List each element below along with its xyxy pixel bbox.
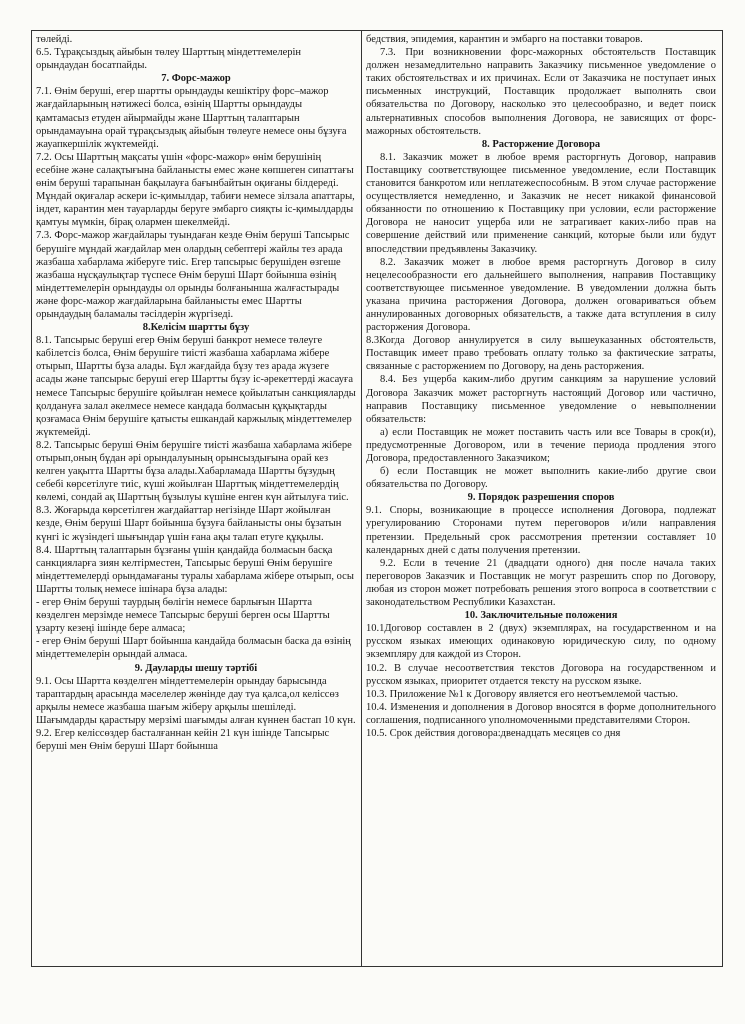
russian-column [366,33,716,740]
clause-paragraph: 6.5. Тұрақсыздық айыбын төлеу Шарттың міндеттемелерін орындаудан босатпайды. [36,47,302,72]
clause-paragraph: - егер Өнім беруші Шарт бойынша кандайда болмасын баска да өзінің міндеттемелерін орындай алмаса. [36,636,351,661]
clause-paragraph: 9.1. Осы Шартта көзделген міндеттемелерін орындау барысында тараптардың арасында мәселелер жөнінде дау туа қалса,ол келіссөз арқылы немесе жазбаша шағым жіберу арқылы шешіледі. Шағымдарды қарастыру мерзімі шағымды алған күннен бастап 10 күн. [36,675,356,726]
clause-paragraph: 8.3. Жоғарыда көрсетілген жағдайаттар негізінде Шарт жойылған кезде, Өнім беруші Шарт бойынша бұзуға байланысты оны бұзатын күнгі іс жүзіндегі шығындар үшін ғана ақы талап етуге құқылы. [36,505,342,543]
section-heading: 9. Порядок разрешения споров [467,492,615,504]
clause-paragraph: 8.4. Шарттың талаптарын бұзғаны үшін қандайда болмасын басқа санкцияларға зиян келтірместен, Тапсырыс беруші Өнім берушіге міндеттемелерді орындамағаны туралы хабарлама жібере отырып, осы Шартты толық немесе ішінара бұза алады: [36,544,354,595]
clause-paragraph: төлейді. [36,34,73,45]
clause-paragraph: - егер Өнім беруші таурдың бөлігін немесе барлығын Шартта көзделген мерзімде немесе Тапсырыс беруші берген осы Шартты ұзарту кезеңі ішінде бере алмаса; [36,597,330,635]
clause-paragraph: 10.5. Срок действия договора:двенадцать месяцев со дня [366,727,621,739]
clause-paragraph: 8.1. Тапсырыс беруші егер Өнім беруші банкрот немесе төлеуге кабілетсіз болса, Өнім берушіге тиісті жазбаша хабарлама жібере отырып, Шартты бұза алады. Бұл жағдайда бұзу тез арада жүзеге асады және тапсырыс беруші егер Шартты бұзу іс-әрекеттерді жасауға немесе Тапсырыс берушіге қойылған немесе қойылатын санкцияларды қолдануға залал әкелмесе немесе кандада болмасын құқықтарды қозғамаса Өнім берушіге қатысты ешкандай каржылық міндеттемелер жүктемейді. [36,335,356,438]
clause-paragraph: 10.1Договор составлен в 2 (двух) экземплярах, на государственном и на русском языках имеющих одинаковую юридическую силу, по одному экземпляру для каждой из Сторон. [366,623,716,661]
clause-paragraph: 10.4. Изменения и дополнения в Договор вносятся в форме дополнительного соглашения, подписанного уполномоченными представителями Сторон. [366,701,716,726]
clause-paragraph: 8.2. Тапсырыс беруші Өнім берушіге тиісті жазбаша хабарлама жібере отырып,оның бұдан әрі орындалуының орынсыздығына орай кез келген уақытта Шартты бұза алады.Хабарламада Шартты бұзудың себебі көрсетілуге тиіс, күші жойылған Шарттық міндеттемелердің көлемі, сондай ақ Шарттың бұзылуы күшіне енген күн айтылуға тиіс. [36,439,352,504]
section-heading: 9. Дауларды шешу тәртібі [134,662,258,674]
clause-paragraph: 9.2. Если в течение 21 (двадцати одного) дня после начала таких переговоров Заказчик и Поставщик не могут разрешить спор по Договору, любая из сторон может потребовать решения этого вопроса в соответствии с законодательством Республики Казахстан. [366,557,716,609]
clause-paragraph: 8.4. Без ущерба каким-либо другим санкциям за нарушение условий Договора Заказчик может расторгнуть настоящий Договор или частично, направив Поставщику письменное уведомление о невыполнении обязательств: [366,374,716,425]
section-heading: 8.Келісім шартты бұзу [142,322,250,334]
bilingual-contract-table [31,30,723,967]
column-divider [361,31,362,966]
section-heading: 10. Заключительные положения [464,610,618,622]
clause-paragraph: 10.3. Приложение №1 к Договору является его неотъемлемой частью. [366,688,679,700]
kazakh-column [36,33,356,753]
clause-paragraph: б) если Поставщик не может выполнить какие-либо другие свои обязательства по Договору. [366,466,716,491]
section-heading: 8. Расторжение Договора [481,138,601,150]
clause-paragraph: 7.3. Форс-мажор жағдайлары туындаған кезде Өнім беруші Тапсырыс берушіге мұндай жағдайлар мен олардың себептері жайлы тез арада жазбаша хабарлама жіберуге тиіс. Егер тапсырыс берушіден өзгеше жазбаша нұсқаулықтар түспесе Өнім беруші Шарт бойынша өзінің міндеттемелерін орындауды ол орынды болғанынша жалғастырады және форс-мажор жағдайларына байланысты емес Шартты орындаудың баламалы тәсілдерін жүргізеді. [36,230,350,320]
clause-paragraph: 7.1. Өнім беруші, егер шартты орындауды кешіктіру форс–мажор жағдайларының нәтижесі болса, өзінің Шартты орындауды қамтамасыз етуден айырмайды және Шарттың талаптарын орындамауына орай тұрақсыздық айыбын төлеуге немесе оны бұзуға жауапкершілік жүктемейді. [36,86,347,150]
clause-paragraph: 9.1. Споры, возникающие в процессе исполнения Договора, подлежат урегулированию Сторонами путем переговоров и/или направления претензии. Предельный срок рассмотрения претензии составляет 10 календарных дней с даты получения претензии. [366,505,716,556]
clause-paragraph: 8.2. Заказчик может в любое время расторгнуть Договор в силу нецелесообразности его дальнейшего выполнения, направив Поставщику соответствующее письменное уведомление. В уведомлении должна быть указана причина расторжения Договора, должен оговариваться объем аннулированных договорных обязательств, а также дата вступления в силу расторжения Договора. [366,256,716,334]
clause-paragraph: 9.2. Егер келіссөздер басталғаннан кейін 21 күн ішінде Тапсырыс беруші мен Өнім беруші Шарт бойынша [36,727,330,753]
section-heading: 7. Форс-мажор [161,73,231,85]
clause-paragraph: 7.2. Осы Шарттың мақсаты үшін «форс-мажор» өнім берушінің есебіне және салақтығына байланысты емес және көпшеген сипаттағы өнім беруші тарапынан бақылауға бағынбайтын оқиғаны білдереді. Мұндай оқиғалар әскери іс-қимылдар, табиғи немесе зілзала апаттары, індет, карантин мен тауарларды беруге эмбарго сияқты іс-қимылдарды қамтуы мүмкін, бірақ олармен шекелмейді. [36,151,355,229]
clause-paragraph: 8.3Когда Договор аннулируется в силу вышеуказанных обстоятельств, Поставщик имеет право требовать оплату только за фактические затраты, связанные с расторжением по Договору, на день расторжения. [366,335,716,373]
clause-paragraph: 7.3. При возникновении форс-мажорных обстоятельств Поставщик должен незамедлительно направить Заказчику письменное уведомление о таких обстоятельствах и их причинах. Если от Заказчика не поступает иных письменных инструкций, Поставщик продолжает выполнять свои обязательства по Договору, насколько это целесообразно, и ведет поиск альтернативных способов выполнения Договора, не зависящих от форс-мажорных обстоятельств. [366,47,716,137]
clause-paragraph: 8.1. Заказчик может в любое время расторгнуть Договор, направив Поставщику соответствующее письменное уведомление, если Поставщик становится банкротом или неплатежеспособным. В этом случае расторжение осуществляется немедленно, и Заказчик не несет никакой финансовой обязанности по отношению к Поставщику при условии, если расторжение Договора не наносит ущерба или не затрагивает каких-либо прав на совершение действий или применение санкций, которые были или будут впоследствии предъявлены Заказчику. [366,151,716,255]
clause-paragraph: 10.2. В случае несоответствия текстов Договора на государственном и русском языках, приоритет отдается тексту на русском языке. [366,662,716,687]
clause-paragraph: бедствия, эпидемия, карантин и эмбарго на поставки товаров. [366,34,643,45]
clause-paragraph: а) если Поставщик не может поставить часть или все Товары в срок(и), предусмотренные Договором, или в течение периода продления этого Договора, предоставленного Заказчиком; [366,426,716,464]
